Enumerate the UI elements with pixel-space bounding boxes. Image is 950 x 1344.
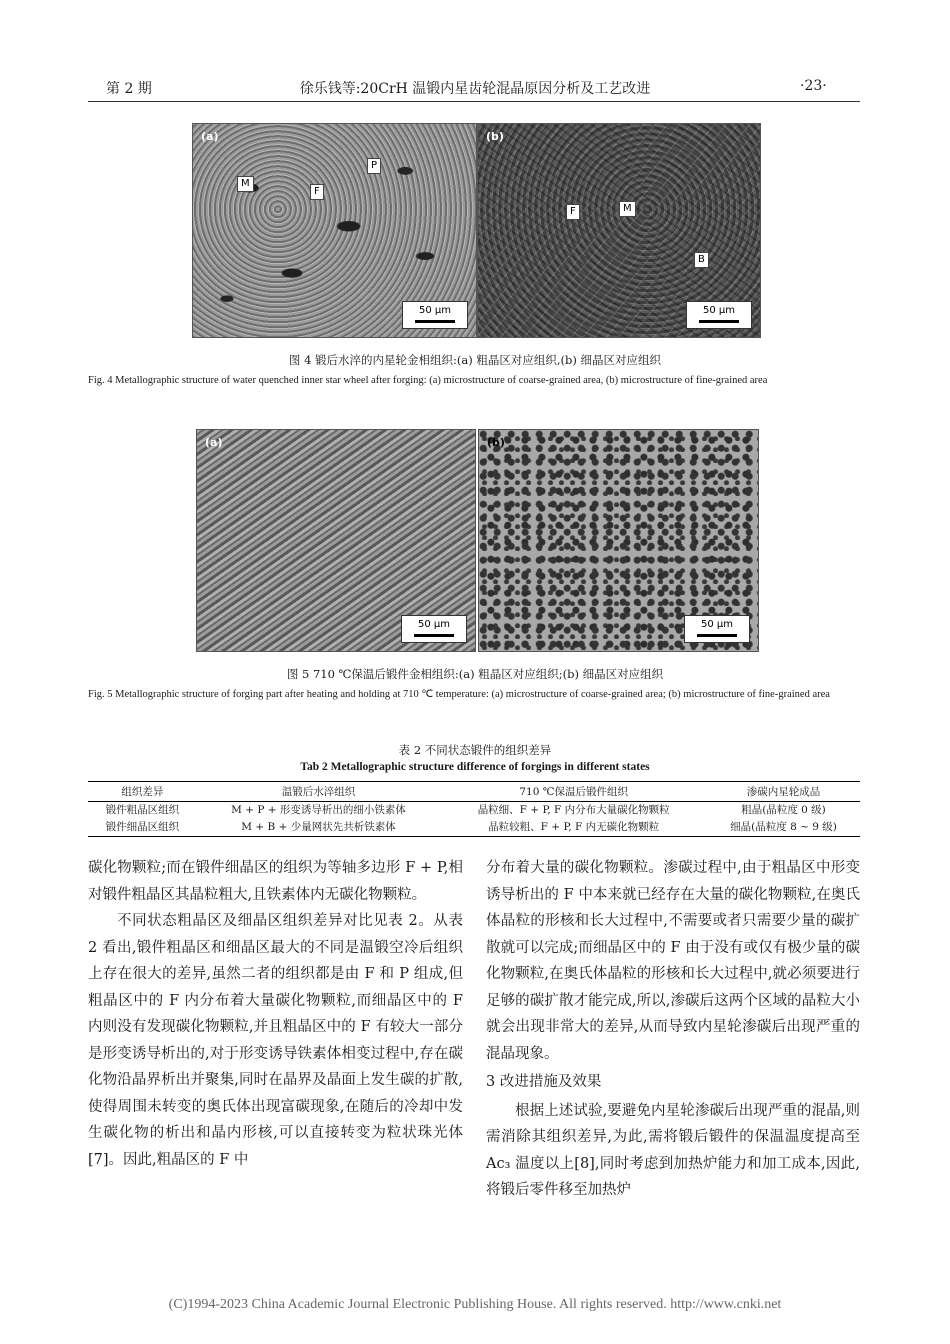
fig5-caption-cn: 图 5 710 ℃保温后锻件金相组织:(a) 粗晶区对应组织;(b) 细晶区对应组织	[286, 667, 664, 681]
table-header-cell: 温锻后水淬组织	[197, 782, 441, 802]
scale-bar: 50 μm	[402, 301, 468, 329]
table-header-cell: 组织差异	[88, 782, 197, 802]
body-left-column	[88, 855, 463, 1173]
table-header-row	[88, 782, 860, 802]
body-right-column	[486, 855, 860, 1204]
issue-number: 第 2 期	[106, 81, 152, 97]
section-heading: 3 改进措施及效果	[486, 1074, 602, 1090]
table-header-cell: 710 ℃保温后锻件组织	[440, 782, 707, 802]
table-cell: 锻件细晶区组织	[88, 819, 197, 837]
fig5-a-label: (a)	[205, 436, 223, 449]
body-paragraph: 不同状态粗晶区及细晶区组织差异对比见表 2。从表 2 看出,锻件粗晶区和细晶区最大的不同是温锻空冷后组织上存在很大的差异,虽然二者的组织都是由 F 和 P 组成,但粗晶区中的 F 内分布着大量碳化物颗粒,而细晶区中的 F 内则没有发现碳化物颗粒,并且粗晶区中的 F 有较大一部分是形变诱导析出的,对于形变诱导铁素体相变过程中,存在碳化物沿晶界析出并聚集,同时在晶界及晶面上发生碳的扩散,使得周围未转变的奥氏体出现富碳现象,在随后的冷却中发生碳化物的析出和晶内形核,可以直接转变为粒状珠光体[7]。因此,粗晶区的 F 中	[88, 913, 463, 1168]
body-paragraph: 根据上述试验,要避免内星轮渗碳后出现严重的混晶,则需消除其组织差异,为此,需将锻后锻件的保温温度提高至 Ac₃ 温度以上[8],同时考虑到加热炉能力和加工成本,因此,将锻后零件移至加热炉	[486, 1102, 860, 1198]
table2-title-en: Tab 2 Metallographic structure difference of forgings in different states	[300, 761, 650, 773]
scale-bar: 50 μm	[684, 615, 750, 643]
table-cell: 粗晶(晶粒度 0 级)	[741, 804, 826, 816]
copyright-footer: (C)1994-2023 China Academic Journal Electronic Publishing House. All rights reserved. http://www.cnki.net	[168, 1297, 782, 1312]
table-cell: 晶粒细、F + P, F 内分布大量碳化物颗粒	[477, 804, 670, 816]
fig4-panel-b	[477, 123, 761, 338]
table2-title-cn: 表 2 不同状态锻件的组织差异	[398, 743, 552, 757]
fig4-panel-a	[192, 123, 477, 338]
fig4-a-label: (a)	[201, 130, 219, 143]
table-cell: M + P + 形变诱导析出的细小铁素体	[231, 804, 406, 816]
phase-label-f: F	[566, 204, 580, 220]
scale-bar: 50 μm	[686, 301, 752, 329]
page-number: ·23·	[800, 78, 827, 94]
body-paragraph: 碳化物颗粒;而在锻件细晶区的组织为等轴多边形 F + P,相对锻件粗晶区其晶粒粗大,且铁素体内无碳化物颗粒。	[88, 860, 463, 903]
table-row	[88, 819, 860, 837]
fig4-b-label: (b)	[486, 130, 504, 143]
phase-label-b: B	[694, 252, 709, 268]
phase-label-m: M	[619, 201, 636, 217]
phase-label-p: P	[367, 158, 381, 174]
fig5-panel-b	[478, 429, 759, 652]
phase-label-m: M	[237, 176, 254, 192]
fig5-panel-a	[196, 429, 476, 652]
fig4-caption-cn: 图 4 锻后水淬的内星轮金相组织:(a) 粗晶区对应组织,(b) 细晶区对应组织	[288, 353, 662, 367]
table-cell: M + B + 少量网状先共析铁素体	[197, 819, 441, 837]
table-cell: 锻件粗晶区组织	[105, 804, 180, 816]
fig5-caption-en: Fig. 5 Metallographic structure of forging part after heating and holding at 710 ℃ temperature: (a) microstructure of coarse-grained area; (b) microstructure of fine-grained area	[88, 689, 830, 700]
phase-label-f: F	[310, 184, 324, 200]
table-header-cell: 渗碳内星轮成品	[707, 782, 860, 802]
body-paragraph: 分布着大量的碳化物颗粒。渗碳过程中,由于粗晶区中形变诱导析出的 F 中本来就已经存在大量的碳化物颗粒,在奥氏体晶粒的形核和长大过程中,不需要或者只需要少量的碳扩散就可以完成;而细晶区中的 F 由于没有或仅有极少量的碳化物颗粒,在奥氏体晶粒的形核和长大过程中,就必须要进行足够的碳扩散才能完成,所以,渗碳后这两个区域的晶粒大小就会出现非常大的差异,从而导致内星轮渗碳后出现严重的混晶现象。	[486, 860, 860, 1062]
fig5-b-label: (b)	[487, 436, 505, 449]
running-title: 徐乐钱等:20CrH 温锻内星齿轮混晶原因分析及工艺改进	[299, 81, 651, 97]
table-cell: 细晶(晶粒度 8 ~ 9 级)	[707, 819, 860, 837]
table2	[88, 781, 860, 837]
table-row	[88, 802, 860, 820]
table-cell: 晶粒较粗、F + P, F 内无碳化物颗粒	[440, 819, 707, 837]
scale-bar: 50 μm	[401, 615, 467, 643]
fig4-caption-en: Fig. 4 Metallographic structure of water quenched inner star wheel after forging: (a) microstructure of coarse-grained area, (b) microstructure of fine-grained area	[88, 375, 768, 386]
header-rule	[88, 101, 860, 102]
